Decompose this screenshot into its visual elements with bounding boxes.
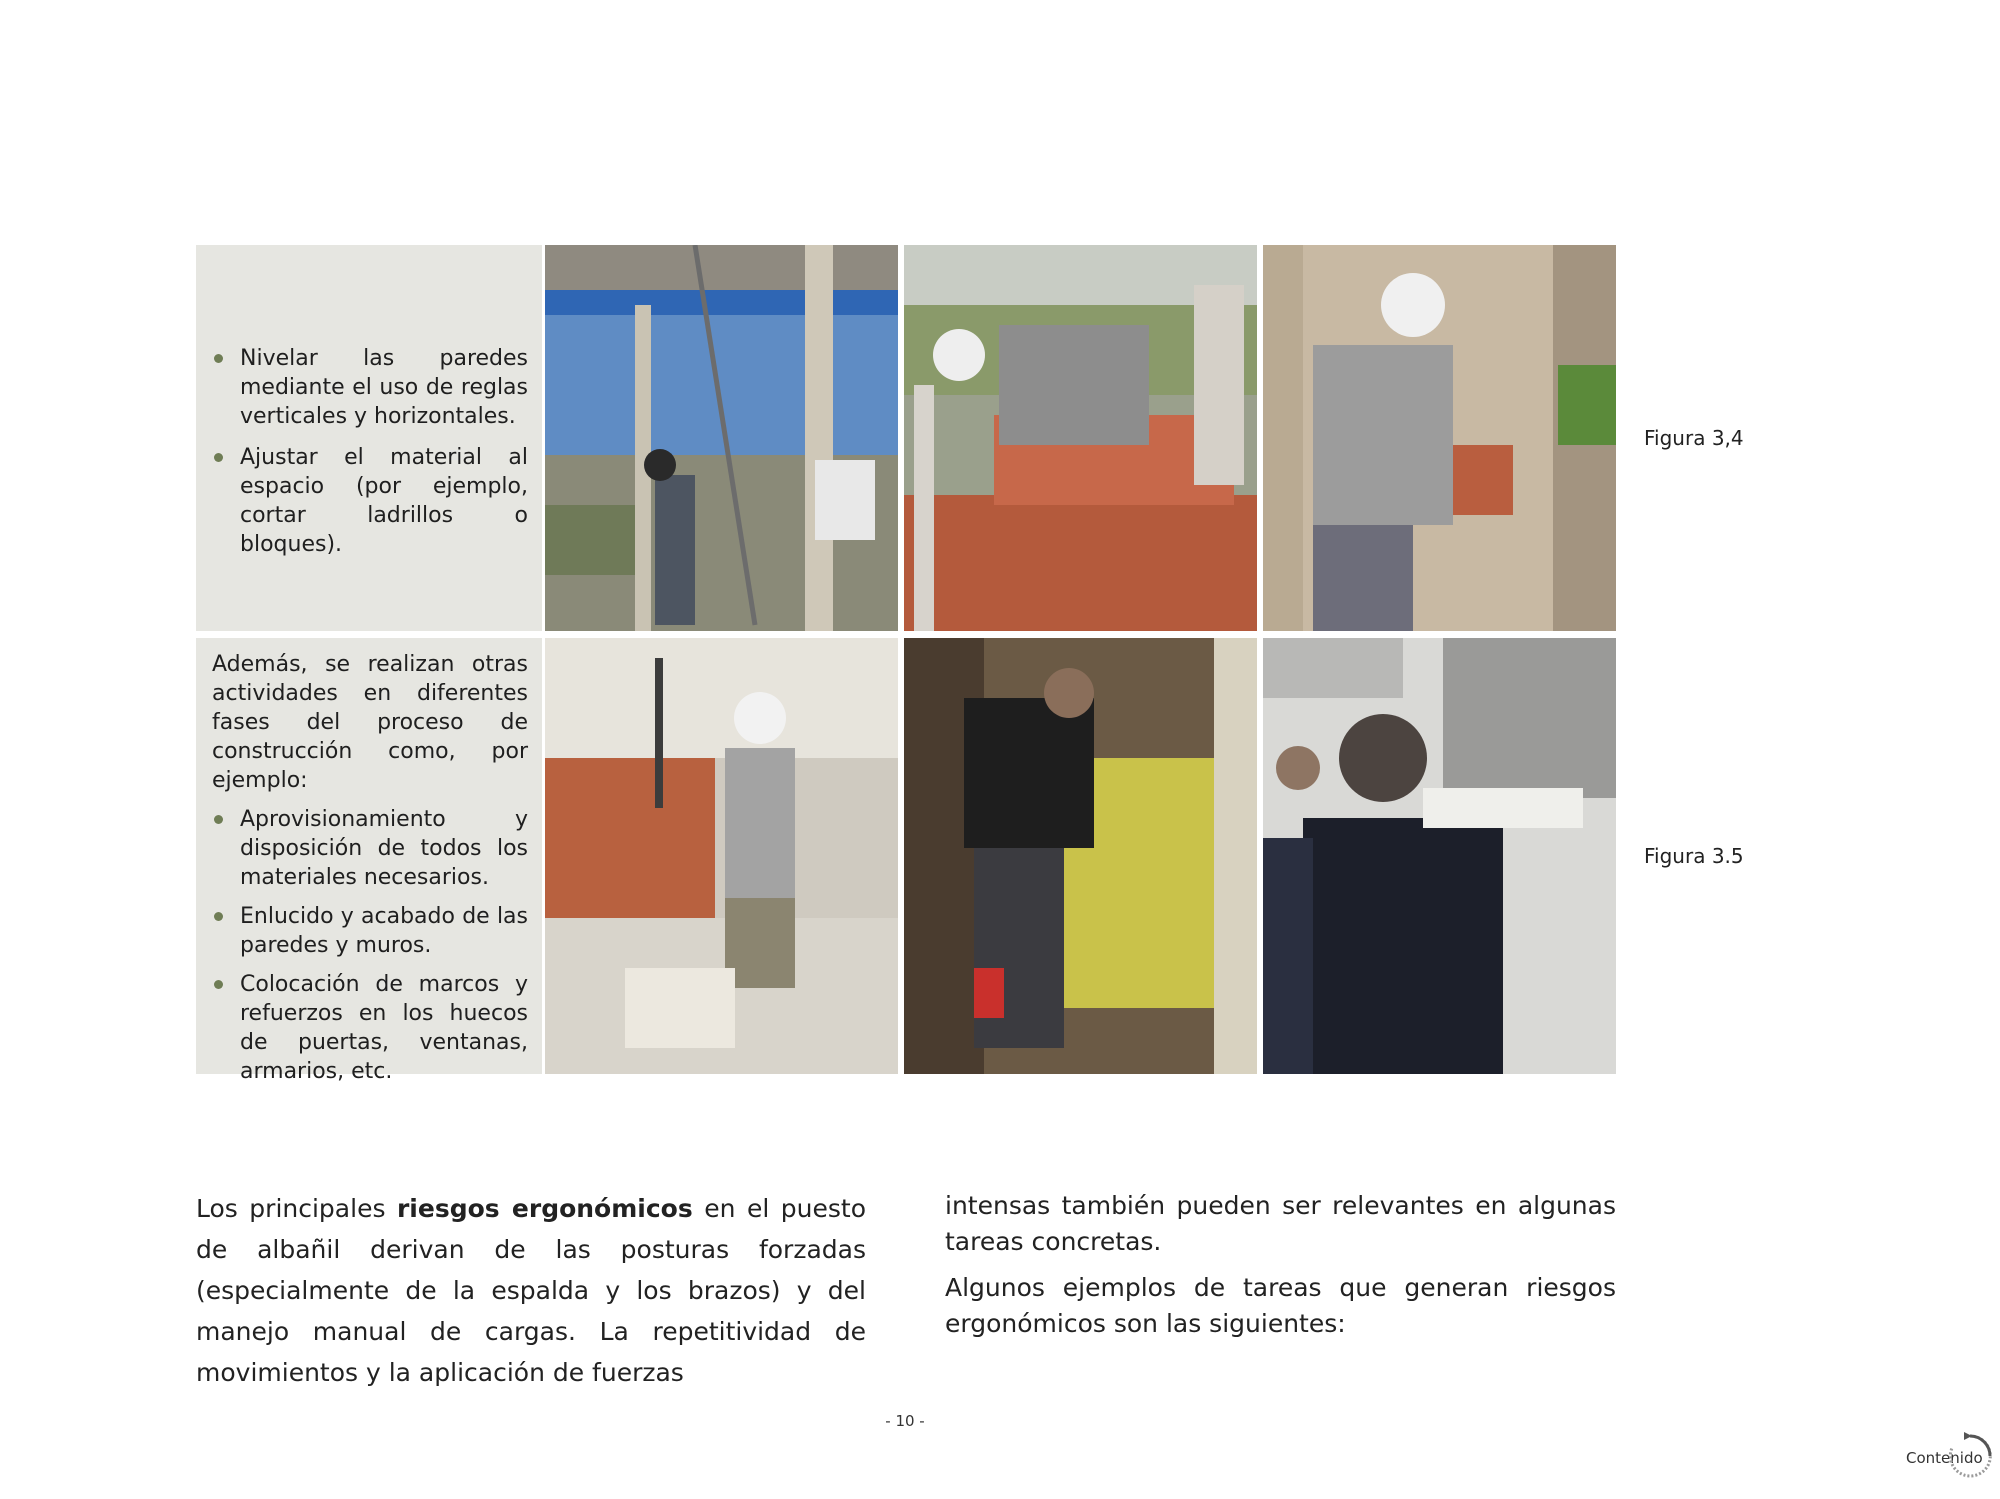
figure-caption: Figura 3.5 (1644, 844, 1744, 868)
body-text: Los principales (196, 1194, 397, 1223)
emphasis-text: riesgos ergonómicos (396, 1194, 693, 1223)
list-item (212, 344, 528, 431)
photo-worker-lifting-sacks (904, 638, 1257, 1074)
bullet-text: Enlucido y acabado de las paredes y muros. (240, 904, 528, 958)
list-item (212, 805, 528, 892)
body-paragraph: Algunos ejemplos de tareas que generan riesgos ergonómicos son las siguientes: (945, 1273, 1616, 1338)
photo-bricklayer-wall (904, 245, 1257, 631)
contents-arrow-icon[interactable] (1944, 1430, 1996, 1482)
bullet-list (212, 344, 528, 559)
bullet-icon (214, 980, 223, 989)
photo-worker-leveling-pole (545, 245, 898, 631)
body-column-left (196, 1188, 866, 1393)
bullet-icon (214, 912, 223, 921)
bullet-list (212, 805, 528, 1086)
photo-worker-plastering (1263, 638, 1616, 1074)
bullet-text: Ajustar el material al espacio (por ejemplo, cortar ladrillos o bloques). (240, 445, 528, 557)
activities-panel-bottom (196, 638, 542, 1084)
activities-panel-top (196, 245, 542, 631)
photo-worker-placing-brick (1263, 245, 1616, 631)
list-item (212, 443, 528, 559)
photo-worker-carrying-bricks (545, 638, 898, 1074)
body-paragraph: intensas también pueden ser relevantes en algunas tareas concretas. (945, 1191, 1616, 1256)
body-text: en el puesto de albañil derivan de las posturas forzadas (especialmente de la espalda y los brazos) y del manejo manual de cargas. La repetitividad de movimientos y la aplicación de fuerzas (196, 1194, 866, 1387)
list-item (212, 902, 528, 960)
body-paragraph (196, 1188, 866, 1393)
bullet-icon (214, 354, 223, 363)
contents-link[interactable]: Contenido (1906, 1449, 1983, 1467)
bullet-text: Nivelar las paredes mediante el uso de reglas verticales y horizontales. (240, 346, 528, 429)
page-number: - 10 - (885, 1412, 925, 1430)
list-item (212, 970, 528, 1086)
bullet-text: Colocación de marcos y refuerzos en los huecos de puertas, ventanas, armarios, etc. (240, 972, 528, 1084)
panel-intro: Además, se realizan otras actividades en diferentes fases del proceso de construcción como, por ejemplo: (212, 652, 528, 793)
bullet-icon (214, 815, 223, 824)
bullet-icon (214, 453, 223, 462)
body-column-right (945, 1188, 1616, 1342)
figure-caption: Figura 3,4 (1644, 426, 1744, 450)
bullet-text: Aprovisionamiento y disposición de todos los materiales necesarios. (240, 807, 528, 890)
